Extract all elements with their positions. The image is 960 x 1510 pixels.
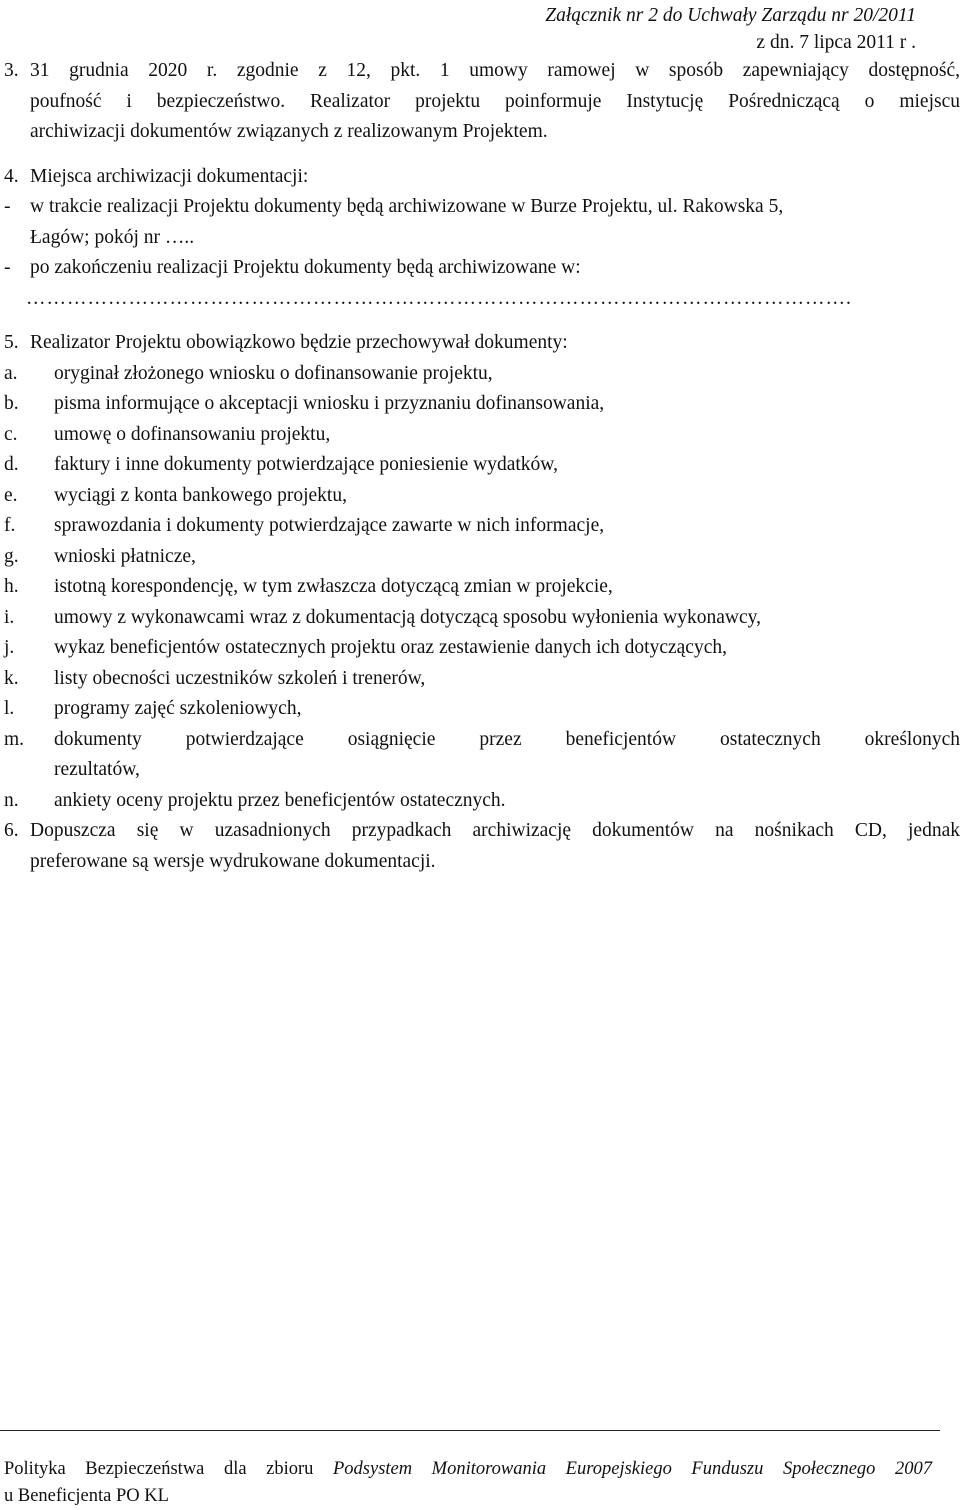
list-item-text: ankiety oceny projektu przez beneficjentów ostatecznych. xyxy=(54,789,506,811)
list-item-text: sprawozdania i dokumenty potwierdzające zawarte w nich informacje, xyxy=(54,515,605,536)
section-5 xyxy=(4,328,960,359)
text-line: Łagów; pokój nr ….. xyxy=(30,226,195,248)
footer-line: u Beneficjenta PO KL xyxy=(4,1486,169,1506)
fill-in-dots: …………………………………………………………………………………………………………. xyxy=(26,287,852,309)
attachment-reference: Załącznik nr 2 do Uchwały Zarządu nr 20/2011 xyxy=(545,5,916,26)
section-6 xyxy=(4,816,960,847)
section-number: 6. xyxy=(4,820,19,841)
list-letter: m. xyxy=(4,728,25,750)
document-footer xyxy=(4,1456,932,1510)
list-item-text: pisma informujące o akceptacji wniosku i przyznaniu dofinansowania, xyxy=(54,393,605,414)
document-body xyxy=(4,56,960,877)
list-letter: d. xyxy=(4,454,19,475)
list-letter: a. xyxy=(4,362,18,384)
document-list xyxy=(4,359,960,725)
section-title: Realizator Projektu obowiązkowo będzie przechowywał dokumenty: xyxy=(30,332,568,353)
footer-line xyxy=(4,1456,932,1483)
list-item-text: istotną korespondencję, w tym zwłaszcza dotyczącą zmian w projekcie, xyxy=(54,576,613,597)
section-3 xyxy=(4,56,960,87)
dash-item-text: w trakcie realizacji Projektu dokumenty będą archiwizowane w Burze Projektu, ul. Rakowska 5, xyxy=(30,196,784,217)
section-number: 4. xyxy=(4,165,19,187)
list-item-text: oryginał złożonego wniosku o dofinansowanie projektu, xyxy=(54,362,493,384)
section-number: 3. xyxy=(4,60,19,81)
text-line: 31 grudnia 2020 r. zgodnie z 12, pkt. 1 umowy ramowej w sposób zapewniający dostępność, xyxy=(30,60,960,81)
text-line: archiwizacji dokumentów związanych z realizowanym Projektem. xyxy=(30,121,548,142)
dash-item xyxy=(4,192,960,223)
footer-divider xyxy=(0,1430,940,1431)
list-letter: i. xyxy=(4,606,15,628)
list-item xyxy=(4,481,960,512)
section-title: Miejsca archiwizacji dokumentacji: xyxy=(30,165,309,187)
list-letter: b. xyxy=(4,393,19,414)
list-letter: c. xyxy=(4,423,18,445)
dash-marker: - xyxy=(4,196,11,217)
dash-marker: - xyxy=(4,257,11,278)
list-letter: g. xyxy=(4,545,19,567)
list-item-text: faktury i inne dokumenty potwierdzające poniesienie wydatków, xyxy=(54,454,558,475)
text-line: preferowane są wersje wydrukowane dokumentacji. xyxy=(30,850,436,872)
footer-system-name: Podsystem Monitorowania Europejskiego Funduszu Społecznego 2007 xyxy=(332,1459,932,1479)
section-text xyxy=(30,56,960,87)
spacer xyxy=(4,148,960,162)
resolution-date: z dn. 7 lipca 2011 r . xyxy=(756,32,916,53)
list-item xyxy=(4,603,960,634)
text-line: rezultatów, xyxy=(54,759,140,780)
list-item xyxy=(4,694,960,725)
list-letter: n. xyxy=(4,789,19,811)
list-item xyxy=(4,420,960,451)
list-item-text: wyciągi z konta bankowego projektu, xyxy=(54,484,347,506)
dash-item-text: po zakończeniu realizacji Projektu dokumenty będą archiwizowane w: xyxy=(30,257,581,278)
dash-item xyxy=(4,253,960,284)
list-letter: l. xyxy=(4,698,15,719)
list-letter: k. xyxy=(4,667,19,689)
list-item xyxy=(4,359,960,390)
list-item xyxy=(4,633,960,664)
footer-text: Polityka Bezpieczeństwa dla zbioru xyxy=(4,1459,314,1479)
list-item xyxy=(4,389,960,420)
list-item-text: wnioski płatnicze, xyxy=(54,545,196,567)
document-header xyxy=(545,2,916,56)
list-item-text: listy obecności uczestników szkoleń i trenerów, xyxy=(54,667,426,689)
list-item xyxy=(4,450,960,481)
list-item xyxy=(4,511,960,542)
list-item-text: umowę o dofinansowaniu projektu, xyxy=(54,423,331,445)
spacer xyxy=(4,314,960,328)
list-item-text: dokumenty potwierdzające osiągnięcie przez beneficjentów ostatecznych określonych xyxy=(54,728,960,750)
list-item xyxy=(4,786,960,817)
list-letter: j. xyxy=(4,637,15,658)
list-letter: f. xyxy=(4,515,16,536)
list-item-text: wykaz beneficjentów ostatecznych projektu oraz zestawienie danych ich dotyczących, xyxy=(54,637,727,658)
list-item xyxy=(4,664,960,695)
list-item-text: umowy z wykonawcami wraz z dokumentacją dotyczącą sposobu wyłonienia wykonawcy, xyxy=(54,606,762,628)
section-4 xyxy=(4,162,960,193)
list-item xyxy=(4,542,960,573)
text-line: Dopuszcza się w uzasadnionych przypadkach archiwizację dokumentów na nośnikach CD, jednak xyxy=(30,820,960,841)
list-item-text: programy zajęć szkoleniowych, xyxy=(54,698,302,719)
list-letter: e. xyxy=(4,484,18,506)
list-item xyxy=(4,725,960,756)
section-number: 5. xyxy=(4,332,19,353)
list-item xyxy=(4,572,960,603)
list-letter: h. xyxy=(4,576,19,597)
text-line: poufność i bezpieczeństwo. Realizator projektu poinformuje Instytucję Pośredniczącą o miejscu xyxy=(30,90,960,112)
